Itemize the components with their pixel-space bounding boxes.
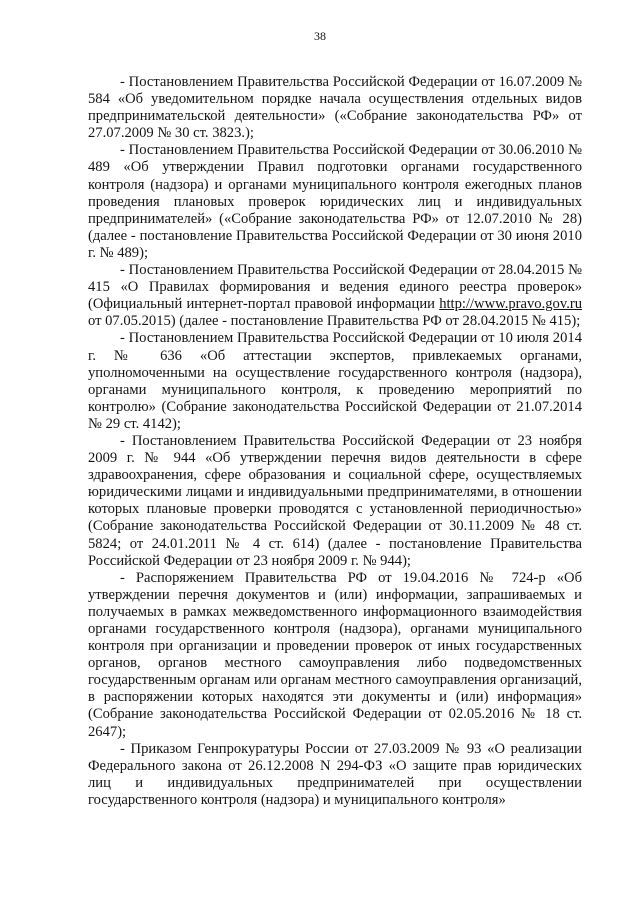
pravo-gov-link[interactable]: http://www.pravo.gov.ru: [439, 296, 582, 313]
paragraph-decree-415: [88, 262, 582, 330]
document-body: [88, 74, 582, 809]
paragraph-decree-489: - Постановлением Правительства Российской Федерации от 30.06.2010 № 489 «Об утверждении Правил подготовки органами государственного контроля (надзора) и органами муниципального контроля ежегодных планов проведения плановых проверок юридических лиц и индивидуальных предпринимателей» («Собрание законодательства РФ» от 12.07.2010 № 28) (далее - постановление Правительства Российской Федерации от 30 июня 2010 г. № 489);: [88, 142, 582, 261]
paragraph-decree-415-text-after: от 07.05.2015) (далее - постановление Правительства РФ от 28.04.2015 № 415);: [88, 313, 581, 330]
paragraph-decree-944: - Постановлением Правительства Российской Федерации от 23 ноября 2009 г. № 944 «Об утверждении перечня видов деятельности в сфере здравоохранения, сфере образования и социальной сфере, осуществляемых юридическими лицами и индивидуальными предпринимателями, в отношении которых плановые проверки проводятся с установленной периодичностью» (Собрание законодательства Российской Федерации от 30.11.2009 № 48 ст. 5824; от 24.01.2011 № 4 ст. 614) (далее - постановление Правительства Российской Федерации от 23 ноября 2009 г. № 944);: [88, 432, 582, 569]
paragraph-order-724-r: - Распоряжением Правительства РФ от 19.04.2016 № 724-р «Об утверждении перечня документов и (или) информации, запрашиваемых и получаемых в рамках межведомственного информационного взаимодействия органами государственного контроля (надзора), органами муниципального контроля при организации и проведении проверок от иных государственных органов, органов местного самоуправления либо подведомственных государственным органам или органам местного самоуправления организаций, в распоряжении которых находятся эти документы и (или) информация» (Собрание законодательства Российской Федерации от 02.05.2016 № 18 ст. 2647);: [88, 569, 582, 740]
paragraph-decree-636: - Постановлением Правительства Российской Федерации от 10 июля 2014 г. № 636 «Об аттестации экспертов, привлекаемых органами, уполномоченными на осуществление государственного контроля (надзора), органами муниципального контроля, к проведению мероприятий по контролю» (Собрание законодательства Российской Федерации от 21.07.2014 № 29 ст. 4142);: [88, 330, 582, 432]
page-number: 38: [314, 29, 326, 43]
paragraph-decree-584: - Постановлением Правительства Российской Федерации от 16.07.2009 № 584 «Об уведомительном порядке начала осуществления отдельных видов предпринимательской деятельности» («Собрание законодательства РФ» от 27.07.2009 № 30 ст. 3823.);: [88, 74, 582, 142]
paragraph-order-93: - Приказом Генпрокуратуры России от 27.03.2009 № 93 «О реализации Федерального закона от 26.12.2008 N 294-ФЗ «О защите прав юридических лиц и индивидуальных предпринимателей при осуществлении государственного контроля (надзора) и муниципального контроля»: [88, 740, 582, 808]
paragraph-decree-415-text-before: - Постановлением Правительства Российской Федерации от 28.04.2015 № 415 «О Правилах формирования и ведения единого реестра проверок» (Официальный интернет-портал правовой информации: [88, 262, 582, 313]
